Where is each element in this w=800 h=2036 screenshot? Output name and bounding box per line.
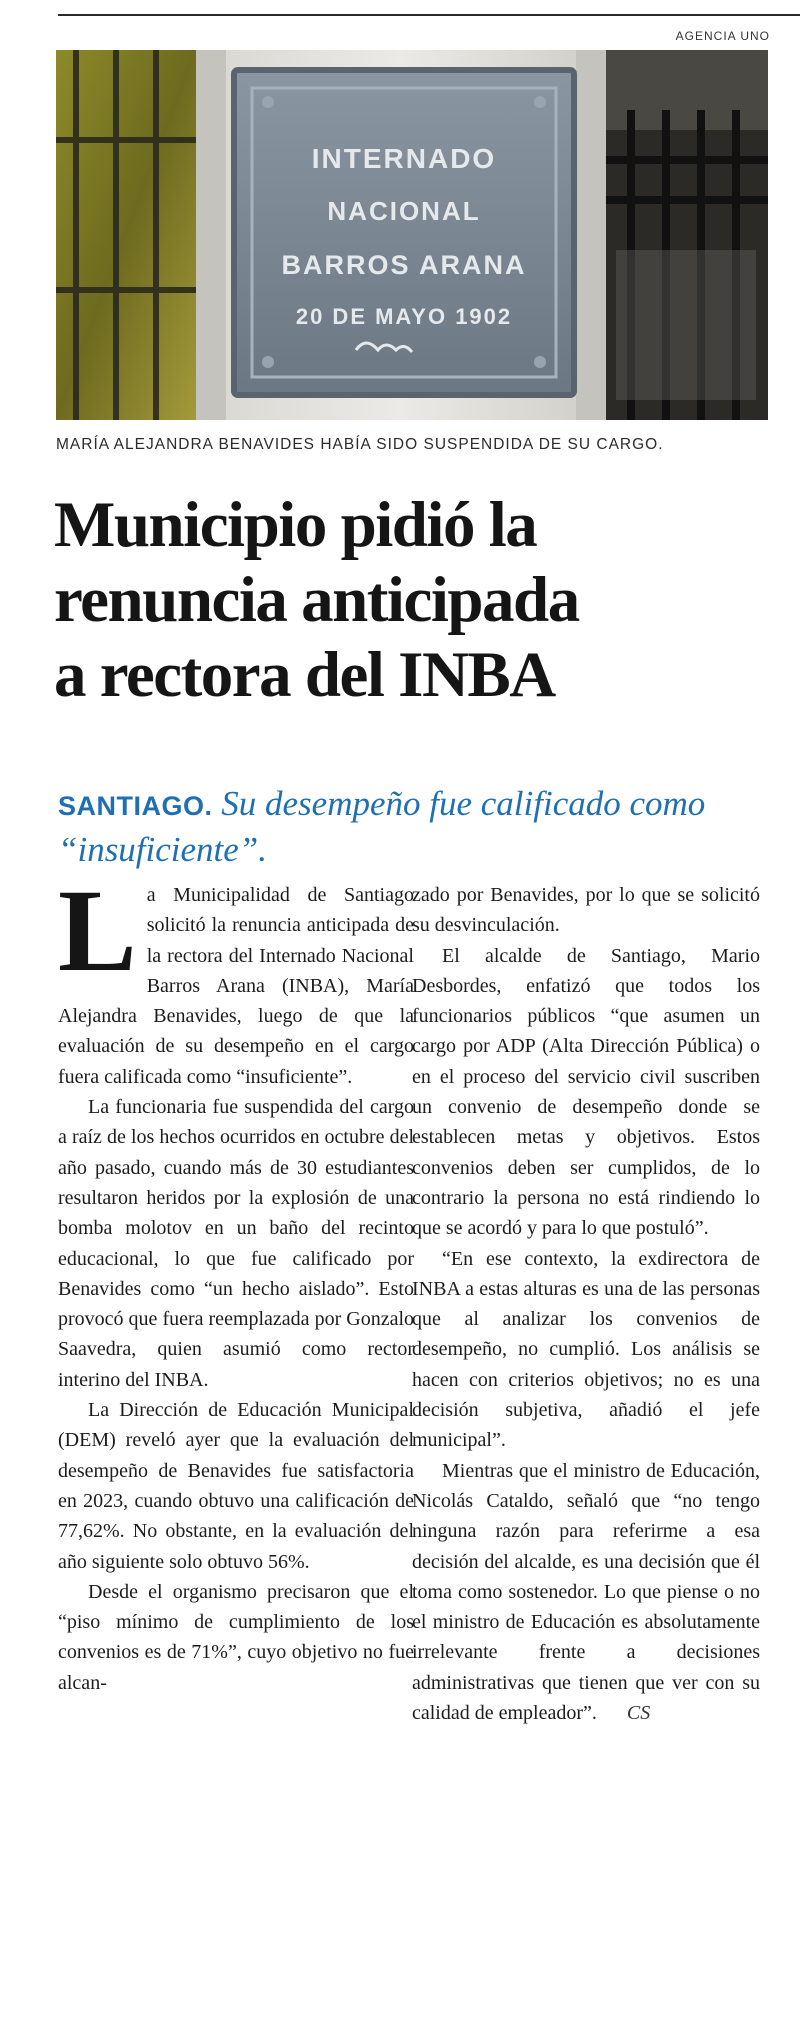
headline-line-2: renuncia anticipada: [54, 564, 579, 636]
top-rule: [58, 14, 800, 16]
plaque-line-2: NACIONAL: [327, 196, 481, 226]
paragraph: [58, 865, 414, 1092]
paragraph: La Dirección de Educación Municipal (DEM) reveló ayer que la evaluación del desempeño de Benavides fue satisfactoria en 2023, cuando obtuvo una calificación de 77,62%. No obstante, en la evaluación del año siguiente solo obtuvo 56%.: [58, 1399, 414, 1573]
paragraph: La funcionaria fue suspendida del cargo a raíz de los hechos ocurridos en octubre del año pasado, cuando más de 30 estudiantes resultaron heridos por la explosión de una bomba molotov en un baño del recinto educacional, lo que fue calificado por Benavides como “un hecho aislado”. Esto provocó que fuera reemplazada por Gonzalo Saavedra, quien asumió como rector interino del INBA.: [58, 1096, 414, 1391]
paragraph: El alcalde de Santiago, Mario Desbordes, enfatizó que todos los funcionarios públicos “que asumen un cargo por ADP (Alta Dirección Pública) o en el proceso del servicio civil suscriben un convenio de desempeño donde se establecen metas y objetivos. Estos convenios deben ser cumplidos, de lo contrario la persona no está rindiendo lo que se acordó y para lo que postuló”.: [412, 944, 760, 1240]
paragraph: “En ese contexto, la exdirectora de INBA a estas alturas es una de las personas que al analizar los convenios de desempeño, no cumplió. Los análisis se hacen con criterios objetivos; no es una decisión subjetiva, añadió el jefe municipal”.: [412, 1247, 760, 1452]
paragraph-text: a Municipalidad de Santiago solicitó la renuncia anticipada de la rectora del Internado Nacional Barros Arana (INBA), María Alejandra Benavides, luego de que la evaluación de su desempeño en el cargo fuera calificada como “insuficiente”.: [58, 884, 414, 1088]
paragraph-text: Mientras que el ministro de Educación, Nicolás Cataldo, señaló que “no tengo ninguna razón para referirme a esa decisión del alcalde, es una decisión que él toma como sostenedor. Lo que piense o no el ministro de Educación es absolutamente irrelevante frente a decisiones administrativas que tienen que ver con su calidad de empleador”.: [412, 1459, 760, 1725]
paragraph: Desde el organismo precisaron que el “piso mínimo de cumplimiento de los convenios es de 71%”, cuyo objetivo no fue alcan-: [58, 1580, 414, 1694]
headline-line-1: Municipio pidió la: [54, 489, 537, 561]
plaque-line-3: BARROS ARANA: [281, 250, 527, 280]
plaque-line-1: INTERNADO: [311, 143, 497, 174]
body-column-right: [412, 880, 760, 1728]
body-column-left: [58, 865, 414, 1698]
paragraph: [412, 1456, 760, 1729]
article-photo: [56, 50, 768, 420]
photo-caption: MARÍA ALEJANDRA BENAVIDES HABÍA SIDO SUSPENDIDA DE SU CARGO.: [56, 436, 664, 453]
headline: [54, 488, 774, 713]
plaque-line-4: 20 DE MAYO 1902: [295, 304, 513, 329]
dateline: SANTIAGO.: [58, 791, 213, 821]
deck: [58, 782, 758, 872]
photo-credit: AGENCIA UNO: [675, 29, 770, 43]
paragraph: zado por Benavides, por lo que se solicitó su desvinculación.: [412, 884, 760, 937]
deck-text: Su desempeño fue calificado como “insuficiente”.: [58, 784, 706, 869]
end-mark-icon: CS: [626, 1702, 651, 1725]
drop-cap: L: [58, 865, 137, 996]
headline-line-3: a rectora del INBA: [54, 639, 555, 711]
